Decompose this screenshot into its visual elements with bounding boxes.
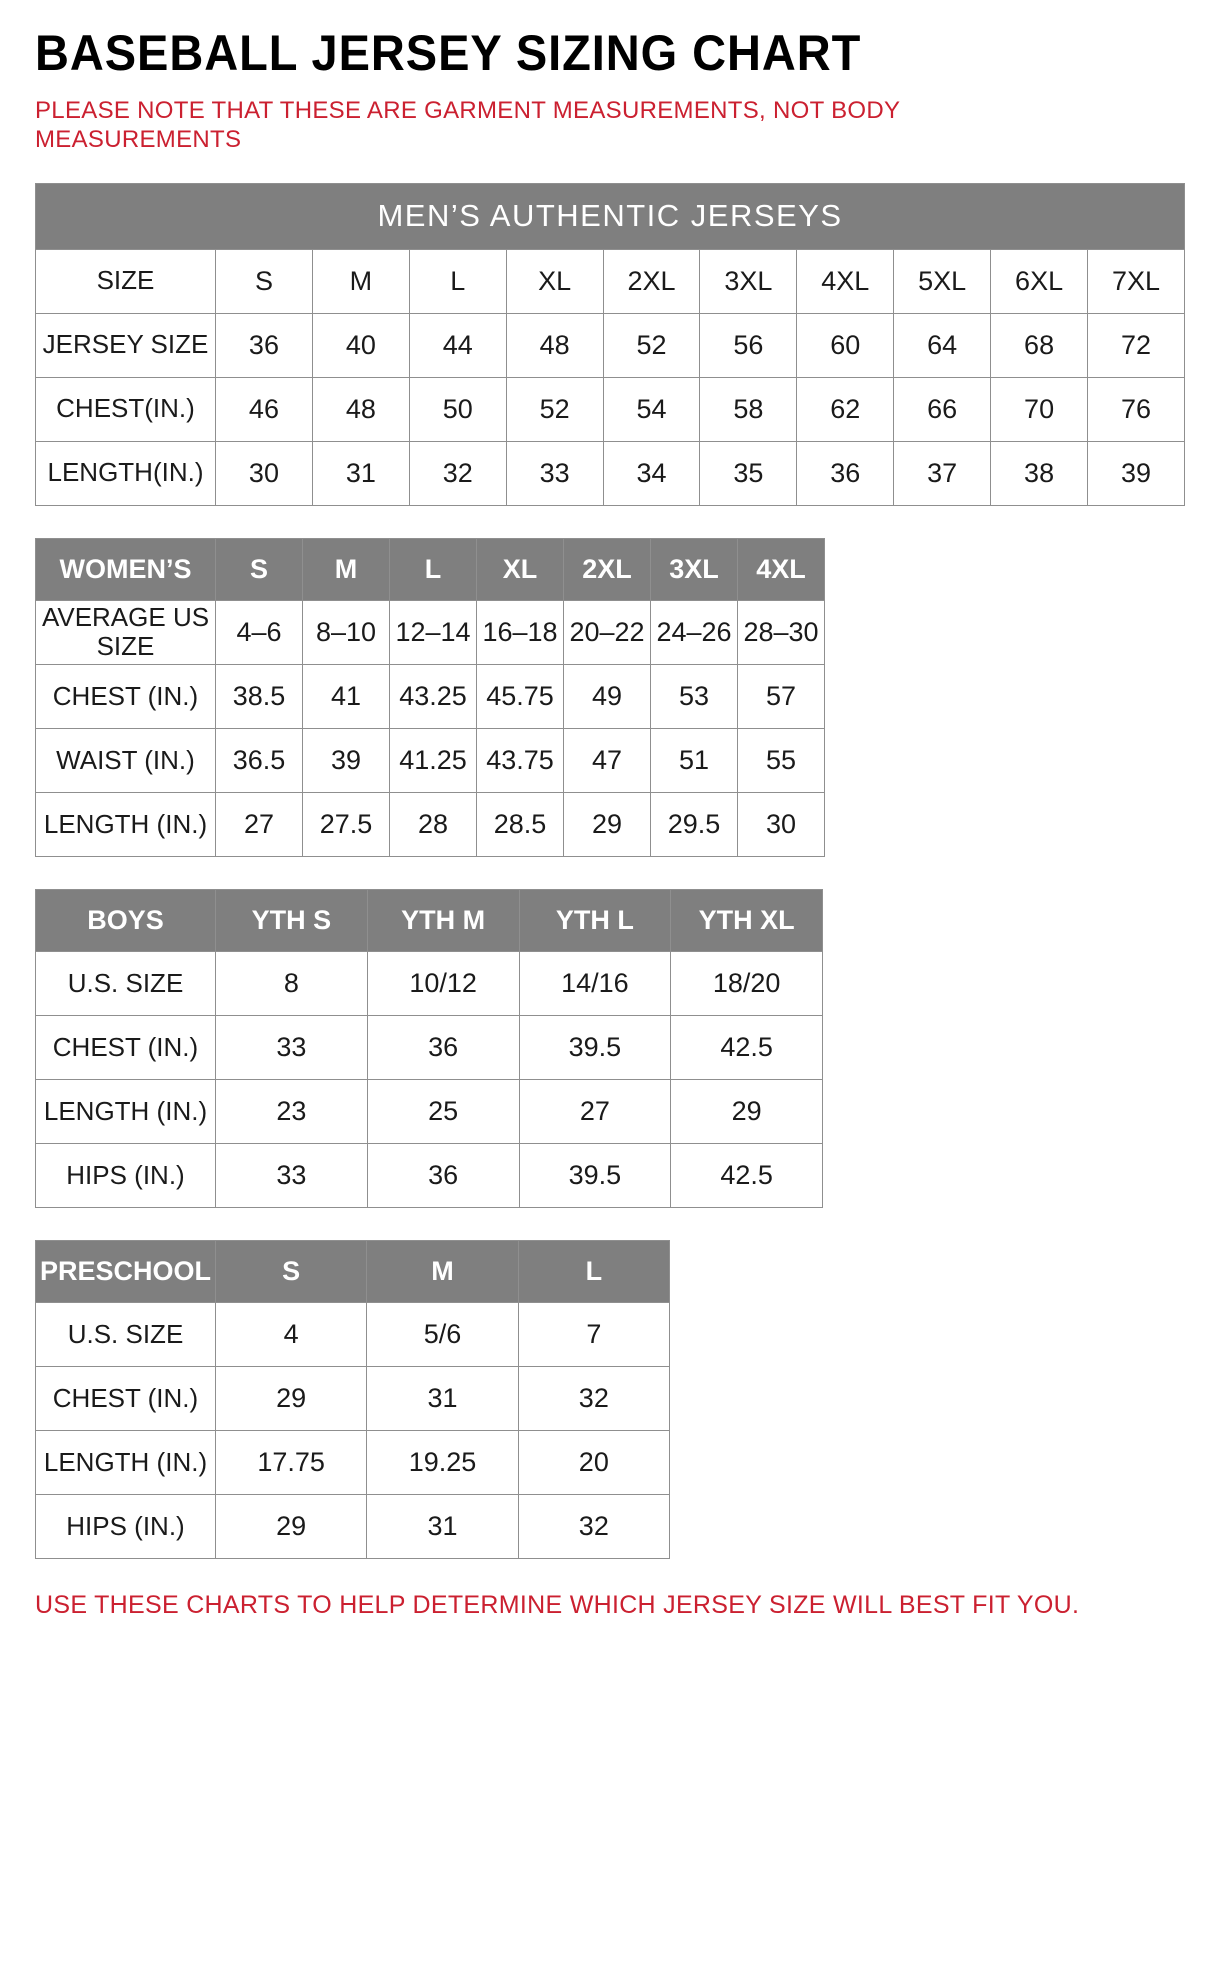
row-label-cell: U.S. SIZE bbox=[36, 1303, 216, 1367]
header-label-cell: WOMEN’S bbox=[36, 538, 216, 600]
value-cell: 36 bbox=[797, 441, 894, 505]
value-cell: XL bbox=[506, 249, 603, 313]
table-row bbox=[36, 1016, 823, 1080]
value-cell: 20 bbox=[518, 1431, 669, 1495]
value-cell: 33 bbox=[506, 441, 603, 505]
header-cell: M bbox=[303, 538, 390, 600]
value-cell: 76 bbox=[1088, 377, 1185, 441]
table-row bbox=[36, 1495, 670, 1559]
value-cell: 18/20 bbox=[671, 952, 823, 1016]
value-cell: 68 bbox=[991, 313, 1088, 377]
table-row bbox=[36, 313, 1185, 377]
value-cell: 8–10 bbox=[303, 600, 390, 665]
value-cell: 58 bbox=[700, 377, 797, 441]
value-cell: 57 bbox=[738, 665, 825, 729]
value-cell: 6XL bbox=[991, 249, 1088, 313]
table-row bbox=[36, 1431, 670, 1495]
value-cell: 24–26 bbox=[651, 600, 738, 665]
value-cell: 8 bbox=[216, 952, 368, 1016]
value-cell: 25 bbox=[367, 1080, 519, 1144]
value-cell: 48 bbox=[506, 313, 603, 377]
page-title: BASEBALL JERSEY SIZING CHART bbox=[35, 25, 862, 81]
garment-measurement-note: PLEASE NOTE THAT THESE ARE GARMENT MEASUREMENTS, NOT BODY MEASUREMENTS bbox=[35, 97, 900, 154]
row-label-cell: U.S. SIZE bbox=[36, 952, 216, 1016]
value-cell: 62 bbox=[797, 377, 894, 441]
value-cell: 40 bbox=[312, 313, 409, 377]
value-cell: 7XL bbox=[1088, 249, 1185, 313]
row-label-cell: CHEST (IN.) bbox=[36, 1367, 216, 1431]
value-cell: 38.5 bbox=[216, 665, 303, 729]
table-row bbox=[36, 1144, 823, 1208]
row-label-cell: HIPS (IN.) bbox=[36, 1495, 216, 1559]
table-row bbox=[36, 952, 823, 1016]
table-row bbox=[36, 600, 825, 665]
value-cell: 45.75 bbox=[477, 665, 564, 729]
value-cell: 44 bbox=[409, 313, 506, 377]
row-label-cell: HIPS (IN.) bbox=[36, 1144, 216, 1208]
mens-sizing-table bbox=[35, 183, 1185, 506]
table-row bbox=[36, 665, 825, 729]
value-cell: 29 bbox=[564, 793, 651, 857]
header-cell: YTH S bbox=[216, 890, 368, 952]
value-cell: 32 bbox=[409, 441, 506, 505]
value-cell: 29 bbox=[216, 1495, 367, 1559]
row-label-cell: JERSEY SIZE bbox=[36, 313, 216, 377]
value-cell: 35 bbox=[700, 441, 797, 505]
value-cell: S bbox=[216, 249, 313, 313]
row-label-cell: LENGTH (IN.) bbox=[36, 1080, 216, 1144]
row-label-cell: LENGTH (IN.) bbox=[36, 1431, 216, 1495]
row-label-cell: LENGTH (IN.) bbox=[36, 793, 216, 857]
value-cell: 42.5 bbox=[671, 1144, 823, 1208]
value-cell: 41 bbox=[303, 665, 390, 729]
value-cell: 54 bbox=[603, 377, 700, 441]
table-row bbox=[36, 1080, 823, 1144]
value-cell: 27 bbox=[519, 1080, 671, 1144]
value-cell: 30 bbox=[738, 793, 825, 857]
value-cell: 31 bbox=[367, 1367, 518, 1431]
table-row bbox=[36, 793, 825, 857]
table-banner: MEN’S AUTHENTIC JERSEYS bbox=[36, 183, 1185, 249]
value-cell: 3XL bbox=[700, 249, 797, 313]
value-cell: 28–30 bbox=[738, 600, 825, 665]
value-cell: 72 bbox=[1088, 313, 1185, 377]
table-row bbox=[36, 1367, 670, 1431]
header-cell: 2XL bbox=[564, 538, 651, 600]
header-cell: 3XL bbox=[651, 538, 738, 600]
value-cell: 32 bbox=[518, 1367, 669, 1431]
fit-advice-note: USE THESE CHARTS TO HELP DETERMINE WHICH JERSEY SIZE WILL BEST FIT YOU. bbox=[35, 1591, 1080, 1620]
value-cell: 29 bbox=[671, 1080, 823, 1144]
value-cell: 10/12 bbox=[367, 952, 519, 1016]
value-cell: 46 bbox=[216, 377, 313, 441]
header-cell: L bbox=[390, 538, 477, 600]
value-cell: 19.25 bbox=[367, 1431, 518, 1495]
value-cell: L bbox=[409, 249, 506, 313]
value-cell: 36 bbox=[216, 313, 313, 377]
value-cell: 55 bbox=[738, 729, 825, 793]
value-cell: 31 bbox=[367, 1495, 518, 1559]
value-cell: 7 bbox=[518, 1303, 669, 1367]
value-cell: 32 bbox=[518, 1495, 669, 1559]
table-row bbox=[36, 441, 1185, 505]
value-cell: 49 bbox=[564, 665, 651, 729]
value-cell: 39 bbox=[1088, 441, 1185, 505]
value-cell: 64 bbox=[894, 313, 991, 377]
value-cell: 56 bbox=[700, 313, 797, 377]
value-cell: 5XL bbox=[894, 249, 991, 313]
preschool-sizing-table bbox=[35, 1240, 1185, 1559]
value-cell: 29.5 bbox=[651, 793, 738, 857]
row-label-cell: CHEST (IN.) bbox=[36, 1016, 216, 1080]
value-cell: 39.5 bbox=[519, 1016, 671, 1080]
table-row bbox=[36, 1303, 670, 1367]
value-cell: 14/16 bbox=[519, 952, 671, 1016]
value-cell: 70 bbox=[991, 377, 1088, 441]
value-cell: 33 bbox=[216, 1144, 368, 1208]
header-cell: YTH L bbox=[519, 890, 671, 952]
header-cell: S bbox=[216, 538, 303, 600]
boys-sizing-table bbox=[35, 889, 1185, 1208]
value-cell: 17.75 bbox=[216, 1431, 367, 1495]
value-cell: 27 bbox=[216, 793, 303, 857]
value-cell: 47 bbox=[564, 729, 651, 793]
value-cell: 48 bbox=[312, 377, 409, 441]
value-cell: 50 bbox=[409, 377, 506, 441]
value-cell: 4 bbox=[216, 1303, 367, 1367]
header-label-cell: PRESCHOOL bbox=[36, 1241, 216, 1303]
header-cell: L bbox=[518, 1241, 669, 1303]
value-cell: 43.75 bbox=[477, 729, 564, 793]
value-cell: 51 bbox=[651, 729, 738, 793]
row-label-cell: AVERAGE US SIZE bbox=[36, 600, 216, 665]
table-row bbox=[36, 729, 825, 793]
value-cell: 16–18 bbox=[477, 600, 564, 665]
value-cell: 20–22 bbox=[564, 600, 651, 665]
value-cell: 52 bbox=[603, 313, 700, 377]
value-cell: 28.5 bbox=[477, 793, 564, 857]
value-cell: 36 bbox=[367, 1144, 519, 1208]
value-cell: 2XL bbox=[603, 249, 700, 313]
value-cell: 30 bbox=[216, 441, 313, 505]
header-cell: S bbox=[216, 1241, 367, 1303]
value-cell: 60 bbox=[797, 313, 894, 377]
womens-sizing-table bbox=[35, 538, 1185, 858]
value-cell: 33 bbox=[216, 1016, 368, 1080]
value-cell: 12–14 bbox=[390, 600, 477, 665]
value-cell: 29 bbox=[216, 1367, 367, 1431]
table-row bbox=[36, 377, 1185, 441]
value-cell: 28 bbox=[390, 793, 477, 857]
row-label-cell: SIZE bbox=[36, 249, 216, 313]
value-cell: 34 bbox=[603, 441, 700, 505]
value-cell: 39.5 bbox=[519, 1144, 671, 1208]
value-cell: 37 bbox=[894, 441, 991, 505]
value-cell: 41.25 bbox=[390, 729, 477, 793]
value-cell: 23 bbox=[216, 1080, 368, 1144]
value-cell: 38 bbox=[991, 441, 1088, 505]
value-cell: 4XL bbox=[797, 249, 894, 313]
value-cell: 39 bbox=[303, 729, 390, 793]
value-cell: 43.25 bbox=[390, 665, 477, 729]
value-cell: 53 bbox=[651, 665, 738, 729]
row-label-cell: CHEST (IN.) bbox=[36, 665, 216, 729]
row-label-cell: LENGTH(IN.) bbox=[36, 441, 216, 505]
header-cell: M bbox=[367, 1241, 518, 1303]
header-cell: YTH M bbox=[367, 890, 519, 952]
header-cell: 4XL bbox=[738, 538, 825, 600]
value-cell: 4–6 bbox=[216, 600, 303, 665]
value-cell: 36.5 bbox=[216, 729, 303, 793]
value-cell: M bbox=[312, 249, 409, 313]
value-cell: 31 bbox=[312, 441, 409, 505]
header-cell: XL bbox=[477, 538, 564, 600]
value-cell: 52 bbox=[506, 377, 603, 441]
row-label-cell: WAIST (IN.) bbox=[36, 729, 216, 793]
header-cell: YTH XL bbox=[671, 890, 823, 952]
table-row bbox=[36, 249, 1185, 313]
row-label-cell: CHEST(IN.) bbox=[36, 377, 216, 441]
value-cell: 42.5 bbox=[671, 1016, 823, 1080]
value-cell: 27.5 bbox=[303, 793, 390, 857]
value-cell: 66 bbox=[894, 377, 991, 441]
header-label-cell: BOYS bbox=[36, 890, 216, 952]
value-cell: 36 bbox=[367, 1016, 519, 1080]
value-cell: 5/6 bbox=[367, 1303, 518, 1367]
